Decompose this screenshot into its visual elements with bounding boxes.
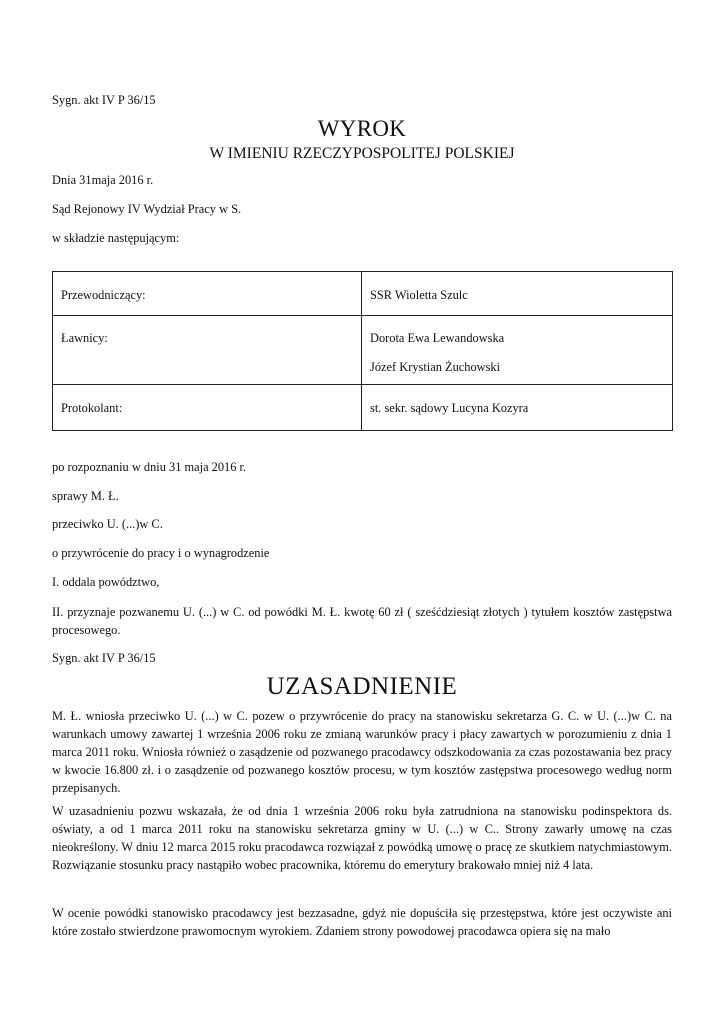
case-of: sprawy M. Ł.: [52, 489, 119, 503]
panel-member: SSR Wioletta Szulc: [370, 288, 468, 302]
verdict-title: WYROK: [317, 116, 407, 141]
case-subject: o przywrócenie do pracy i o wynagrodzenie: [52, 546, 270, 560]
court-panel-table: [52, 271, 673, 431]
panel-member: Józef Krystian Żuchowski: [370, 360, 501, 374]
table-cell-label: [53, 272, 362, 316]
ruling-item-2: II. przyznaje pozwanemu U. (...) w C. od powódki M. Ł. kwotę 60 zł ( sześćdziesiąt złotych ) tytułem kosztów zastępstwa procesowego.: [52, 605, 672, 637]
composition-intro: w składzie następującym:: [52, 231, 180, 245]
table-cell-value: [362, 272, 673, 316]
panel-role: Przewodniczący:: [61, 288, 146, 302]
table-cell-value: [362, 385, 673, 431]
verdict-subtitle: W IMIENIU RZECZYPOSPOLITEJ POLSKIEJ: [209, 145, 515, 162]
table-cell-value: [362, 316, 673, 385]
table-cell-label: [53, 316, 362, 385]
table-row: [53, 316, 673, 385]
table-row: [53, 385, 673, 431]
justification-paragraph: W uzasadnieniu pozwu wskazała, że od dnia 1 września 2006 roku była zatrudniona na stanowisku podinspektora ds. oświaty, a od 1 marca 2011 roku na stanowisku sekretarza gminy w U. (...) w C.. Strony zawarły umowę na czas nieokreślony. W dniu 12 marca 2015 roku pracodawca rozwiązał z powódką umowę o pracę ze skutkiem natychmiastowym. Rozwiązanie stosunku pracy nastąpiło wobec pracownika, któremu do emerytury brakowało mniej niż 4 lata.: [52, 804, 672, 872]
table-cell-label: [53, 385, 362, 431]
court-name: Sąd Rejonowy IV Wydział Pracy w S.: [52, 202, 242, 216]
case-number: Sygn. akt IV P 36/15: [52, 93, 156, 107]
ruling-item-1: I. oddala powództwo,: [52, 575, 160, 589]
panel-role: Protokolant:: [61, 401, 123, 415]
verdict-date: Dnia 31maja 2016 r.: [52, 173, 154, 187]
panel-role: Ławnicy:: [61, 331, 108, 345]
justification-paragraph: W ocenie powódki stanowisko pracodawcy jest bezzasadne, gdyż nie dopuściła się przestępstwa, które jest oczywiste ani które zostało stwierdzone prawomocnym wyrokiem. Zdaniem strony powodowej pracodawca opiera się na mało: [52, 906, 672, 938]
justification-case-number: Sygn. akt IV P 36/15: [52, 651, 156, 665]
table-row: [53, 272, 673, 316]
justification-title: UZASADNIENIE: [266, 673, 458, 700]
defendant: przeciwko U. (...)w C.: [52, 517, 163, 531]
hearing-date: po rozpoznaniu w dniu 31 maja 2016 r.: [52, 460, 247, 474]
panel-member: Dorota Ewa Lewandowska: [370, 331, 505, 345]
panel-member: st. sekr. sądowy Lucyna Kozyra: [370, 401, 529, 415]
justification-paragraph: M. Ł. wniosła przeciwko U. (...) w C. pozew o przywrócenie do pracy na stanowisku sekretarza G. C. w U. (...)w C. na warunkach umowy zawartej 1 września 2006 roku ze zmianą warunków pracy i płacy zawartych w porozumieniu z dnia 1 marca 2011 roku. Wniosła również o zasądzenie od pozwanego pracodawcy odszkodowania za czas pozostawania bez pracy w kwocie 16.800 zł. i o zasądzenie od pozwanego kosztów procesu, w tym kosztów zastępstwa procesowego według norm przepisanych.: [52, 709, 672, 795]
